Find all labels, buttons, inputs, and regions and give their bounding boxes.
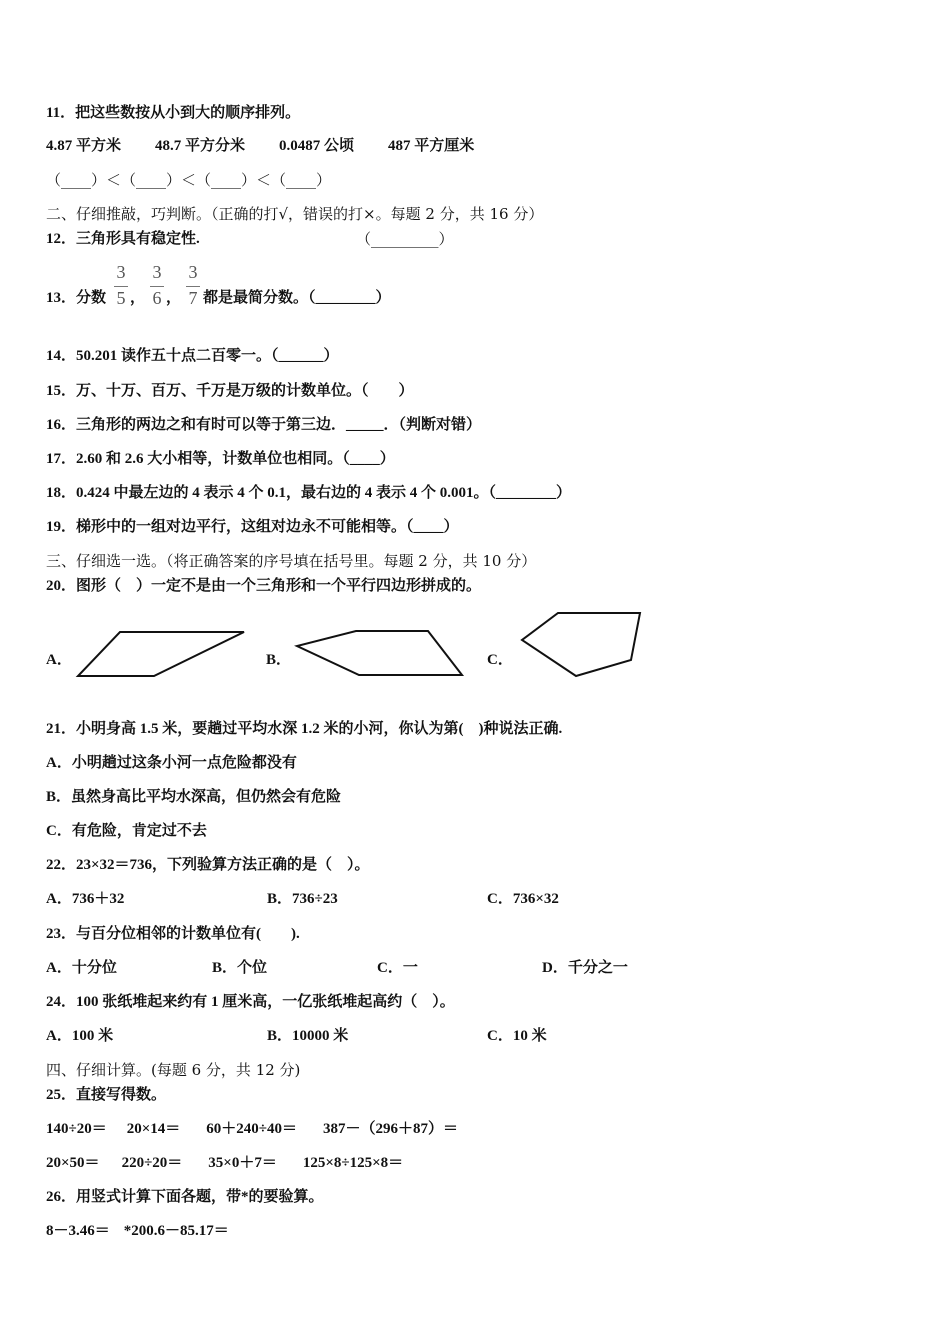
q22-option-c[interactable]: C．736×32 [487,891,559,907]
section3-header: 三、仔细选一选。（将正确答案的序号填在括号里。每题 2 分，共 10 分） [46,552,537,570]
q13-separator: ， [130,290,146,306]
q25-row1 [46,1119,458,1139]
q11-items [46,136,474,156]
q20-option-a-label[interactable]: A． [46,652,72,668]
q14-text: 14．50.201 读作五十点二百零一。（______） [46,348,339,364]
q13-prefix: 13．分数 [46,290,107,306]
q20-shape-c [518,610,648,685]
q24-text: 24．100 张纸堆起来约有 1 厘米高，一亿张纸堆起高约（ ）。 [46,994,455,1010]
q15-text: 15．万、十万、百万、千万是万级的计数单位。（ ） [46,383,414,399]
q23-text: 23．与百分位相邻的计数单位有( ). [46,926,300,942]
fraction-bar [150,286,164,287]
q24-option-b[interactable]: B．10000 米 [267,1028,349,1044]
q23-option-c[interactable]: C．一 [377,960,418,976]
q13-separator: ， [166,290,182,306]
fraction-denominator: 7 [188,288,198,308]
q20-option-b-label[interactable]: B． [266,652,292,668]
q20-shape-a [76,628,246,698]
q26-text: 26．用竖式计算下面各题，带*的要验算。 [46,1189,324,1205]
q22-option-a[interactable]: A．736＋32 [46,891,125,907]
fraction-denominator: 6 [152,288,162,308]
q25-problem: 125×8÷125×8＝ [302,1155,404,1171]
section4-header: 四、仔细计算。(每题 6 分，共 12 分) [46,1061,301,1079]
q20-text: 20．图形（ ）一定不是由一个三角形和一个平行四边形拼成的。 [46,578,482,594]
q23-option-a[interactable]: A．十分位 [46,960,117,976]
q26-problem: *200.6－85.17＝ [123,1223,229,1239]
fraction-numerator: 3 [116,262,126,282]
q25-problem: 35×0＋7＝ [208,1155,277,1171]
q23-option-b[interactable]: B．个位 [212,960,268,976]
q19-text: 19．梯形中的一组对边平行，这组对边永不可能相等。（____） [46,519,459,535]
q25-problem: 220÷20＝ [121,1155,183,1171]
q26-problem: 8－3.46＝ [46,1223,110,1239]
q11-item: 0.0487 公顷 [279,138,355,154]
q23-option-d[interactable]: D．千分之一 [542,960,628,976]
q11-title: 11．把这些数按从小到大的顺序排列。 [46,105,301,121]
q20-option-c-label[interactable]: C． [487,652,513,668]
q11-item: 48.7 平方分米 [155,138,246,154]
q21-option-c[interactable]: C．有危险，肯定过不去 [46,823,207,839]
section2-header: 二、仔细推敲，巧判断。（正确的打√，错误的打×。每题 2 分，共 16 分） [46,205,544,223]
q21-option-a[interactable]: A．小明趟过这条小河一点危险都没有 [46,755,297,771]
q16-text: 16．三角形的两边之和有时可以等于第三边．_____．（判断对错） [46,417,482,433]
q12-text: 12．三角形具有稳定性. [46,231,200,247]
q11-item: 4.87 平方米 [46,138,122,154]
q25-problem: 60＋240÷40＝ [206,1121,298,1137]
q17-text: 17．2.60 和 2.6 大小相等，计数单位也相同。（____） [46,451,395,467]
q20-shape-b [294,628,469,688]
q25-problem: 20×50＝ [46,1155,100,1171]
q12-answer-blank[interactable]: （_________） [356,230,454,248]
q25-problem: 20×14＝ [126,1121,181,1137]
q21-option-b[interactable]: B．虽然身高比平均水深高，但仍然会有危险 [46,789,342,805]
q22-option-b[interactable]: B．736÷23 [267,891,338,907]
q25-problem: 140÷20＝ [46,1121,107,1137]
q25-text: 25．直接写得数。 [46,1087,167,1103]
fraction-bar [186,286,200,287]
q21-text: 21．小明身高 1.5 米，要趟过平均水深 1.2 米的小河，你认为第( )种说法正确. [46,721,563,737]
q24-option-a[interactable]: A．100 米 [46,1028,114,1044]
q11-item: 487 平方厘米 [388,138,475,154]
fraction-numerator: 3 [188,262,198,282]
q22-text: 22．23×32＝736，下列验算方法正确的是（ ）。 [46,857,370,873]
fraction-denominator: 5 [116,288,126,308]
q25-row2 [46,1153,403,1173]
fraction-numerator: 3 [152,262,162,282]
q18-text: 18．0.424 中最左边的 4 表示 4 个 0.1，最右边的 4 表示 4 个 0.001。（________） [46,485,572,501]
q25-problem: 387－（296＋87）＝ [323,1121,459,1137]
fraction-bar [114,286,128,287]
q13-suffix: 都是最简分数。（________） [203,290,391,306]
q11-blanks[interactable]: （____）＜（____）＜（____）＜（____） [46,171,332,189]
q26-row [46,1221,229,1241]
q24-option-c[interactable]: C．10 米 [487,1028,547,1044]
